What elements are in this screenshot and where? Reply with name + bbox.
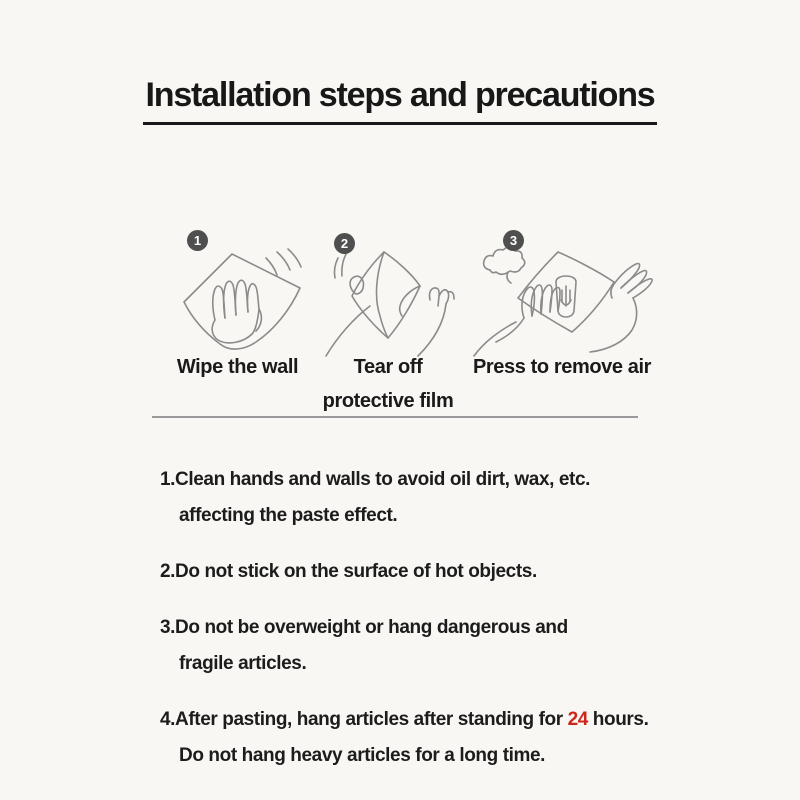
page-title: Installation steps and precautions: [143, 76, 658, 125]
step-press-to-remove-air: [463, 228, 661, 428]
precaution-line: Do not hang heavy articles for a long time.: [179, 745, 546, 766]
precaution-line: affecting the paste effect.: [179, 505, 398, 526]
step-number-badge: 1: [187, 230, 208, 251]
item-number: 1.: [160, 469, 176, 490]
hands-tearing-film-icon: [318, 242, 458, 362]
precaution-item-4: [160, 702, 720, 774]
item-text-prefix: After pasting, hang articles after standing for: [175, 709, 568, 730]
step-label-line-2: protective film: [322, 390, 454, 412]
item-text-suffix: hours.: [587, 709, 649, 730]
section-divider-line: [152, 416, 638, 418]
precaution-item-1: [160, 462, 720, 534]
hands-pressing-hook-icon: [463, 240, 659, 358]
step-label-line-1: Tear off: [353, 356, 423, 378]
precaution-item-2: [160, 554, 720, 590]
step-tear-off-film: [318, 228, 458, 428]
item-number: 2.: [160, 561, 176, 582]
step-number-badge: 3: [503, 230, 524, 251]
precaution-line: [160, 554, 720, 590]
hand-wiping-wall-icon: [170, 246, 310, 358]
item-text: Do not stick on the surface of hot objects.: [175, 561, 537, 582]
page-title-wrap: [0, 76, 800, 125]
step-number-badge: 2: [334, 233, 355, 254]
step-wipe-the-wall: [160, 228, 315, 428]
step-label: Wipe the wall: [176, 356, 299, 378]
item-number: 4.: [160, 709, 176, 730]
precautions-list: [160, 462, 720, 794]
item-text: Clean hands and walls to avoid oil dirt, wax, etc.: [175, 469, 591, 490]
precaution-line: [160, 462, 720, 498]
precaution-line: [160, 702, 720, 738]
step-label: Press to remove air: [472, 356, 652, 378]
precaution-line: [160, 610, 720, 646]
precaution-item-3: [160, 610, 720, 682]
highlighted-hours-value: 24: [567, 709, 588, 730]
item-number: 3.: [160, 617, 176, 638]
precaution-line: fragile articles.: [179, 653, 307, 674]
item-text: Do not be overweight or hang dangerous and: [175, 617, 568, 638]
